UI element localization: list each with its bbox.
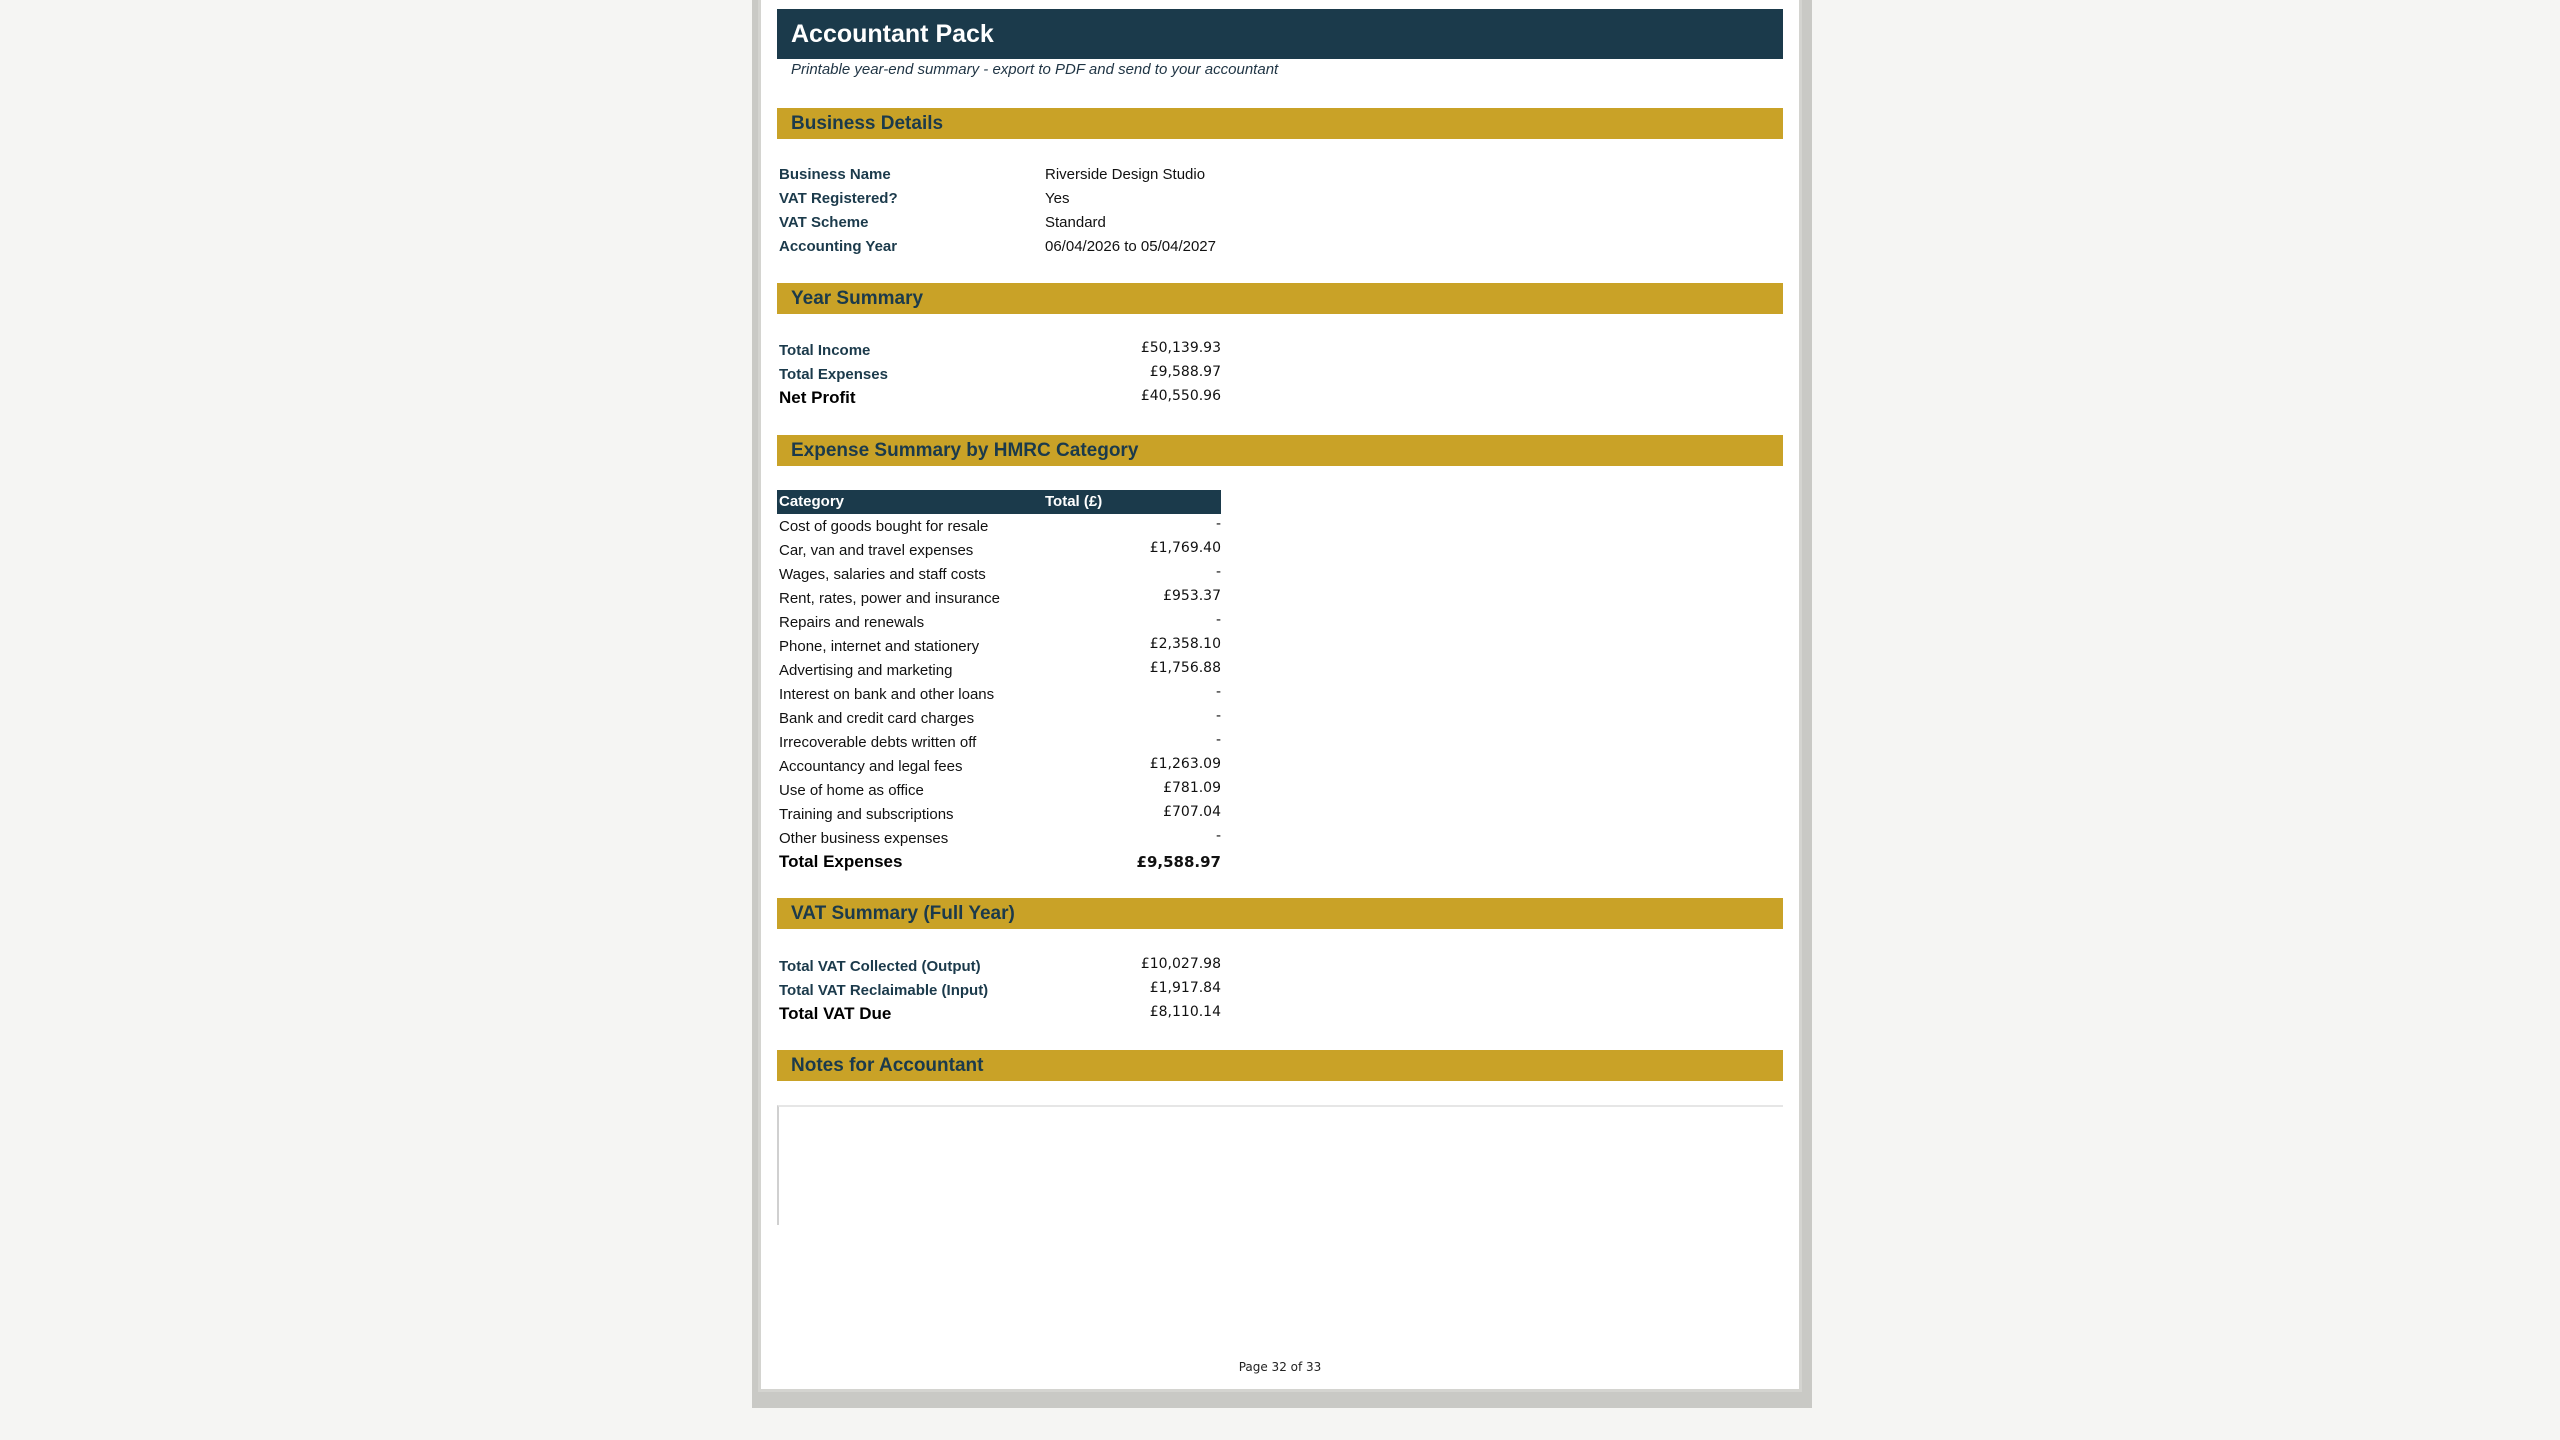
vat-reclaimable-label: Total VAT Reclaimable (Input) <box>779 982 989 999</box>
accounting-year-label: Accounting Year <box>779 238 898 255</box>
business-name-label: Business Name <box>779 166 891 183</box>
vat-reclaimable-value: £1,917.84 <box>1149 980 1221 996</box>
vat-due-value: £8,110.14 <box>1149 1004 1221 1020</box>
column-header-category: Category <box>779 493 845 510</box>
table-row-category: Accountancy and legal fees <box>779 758 963 775</box>
expense-total-value: £9,588.97 <box>1136 853 1221 871</box>
total-expenses-label: Total Expenses <box>779 366 888 383</box>
table-row-category: Advertising and marketing <box>779 662 953 679</box>
table-row-total: - <box>1215 516 1221 532</box>
table-row-category: Other business expenses <box>779 830 949 847</box>
table-row-category: Rent, rates, power and insurance <box>779 590 1000 607</box>
accounting-year-value: 06/04/2026 to 05/04/2027 <box>1045 238 1216 255</box>
table-row-category: Phone, internet and stationery <box>779 638 980 655</box>
table-row-total: £707.04 <box>1163 804 1221 820</box>
vat-scheme-label: VAT Scheme <box>779 214 869 231</box>
page-footer: Page 32 of 33 <box>1238 1360 1322 1374</box>
total-expenses-value: £9,588.97 <box>1149 364 1221 380</box>
vat-collected-value: £10,027.98 <box>1140 956 1221 972</box>
table-row-category: Bank and credit card charges <box>779 710 975 727</box>
table-row-total: £1,263.09 <box>1149 756 1221 772</box>
table-row-category: Wages, salaries and staff costs <box>779 566 986 583</box>
table-row-category: Cost of goods bought for resale <box>779 518 989 535</box>
table-row-total: - <box>1215 708 1221 724</box>
table-row-total: £1,756.88 <box>1149 660 1221 676</box>
column-header-total: Total (£) <box>1045 493 1103 510</box>
table-row-category: Interest on bank and other loans <box>779 686 995 703</box>
total-income-value: £50,139.93 <box>1140 340 1221 356</box>
table-row-total: - <box>1215 684 1221 700</box>
table-row-category: Use of home as office <box>779 782 924 799</box>
table-row-total: - <box>1215 564 1221 580</box>
table-row-category: Repairs and renewals <box>779 614 925 631</box>
section-heading-business-details: Business Details <box>777 108 1783 139</box>
expense-table-header <box>777 490 1221 514</box>
table-row-category: Irrecoverable debts written off <box>779 734 977 751</box>
section-heading-vat-summary: VAT Summary (Full Year) <box>777 898 1783 929</box>
table-row-category: Training and subscriptions <box>779 806 954 823</box>
table-row-total: - <box>1215 732 1221 748</box>
net-profit-value: £40,550.96 <box>1140 388 1221 404</box>
section-heading-notes: Notes for Accountant <box>777 1050 1783 1081</box>
table-row-total: - <box>1215 828 1221 844</box>
table-row-category: Car, van and travel expenses <box>779 542 974 559</box>
table-row-total: - <box>1215 612 1221 628</box>
table-row-total: £781.09 <box>1163 780 1221 796</box>
vat-due-label: Total VAT Due <box>779 1004 892 1023</box>
expense-total-label: Total Expenses <box>779 852 903 871</box>
section-heading-year-summary: Year Summary <box>777 283 1783 314</box>
vat-collected-label: Total VAT Collected (Output) <box>779 958 981 975</box>
page-title: Accountant Pack <box>777 9 1783 59</box>
table-row-total: £2,358.10 <box>1149 636 1221 652</box>
total-income-label: Total Income <box>779 342 871 359</box>
table-row-total: £1,769.40 <box>1149 540 1221 556</box>
vat-registered-label: VAT Registered? <box>779 190 898 207</box>
page-subtitle: Printable year-end summary - export to PDF and send to your accountant <box>791 61 1279 78</box>
notes-box[interactable] <box>777 1105 1783 1225</box>
vat-registered-value: Yes <box>1045 190 1070 207</box>
table-row-total: £953.37 <box>1163 588 1221 604</box>
business-name-value: Riverside Design Studio <box>1045 166 1206 183</box>
section-heading-expense-summary: Expense Summary by HMRC Category <box>777 435 1783 466</box>
vat-scheme-value: Standard <box>1045 214 1106 231</box>
net-profit-label: Net Profit <box>779 388 856 407</box>
